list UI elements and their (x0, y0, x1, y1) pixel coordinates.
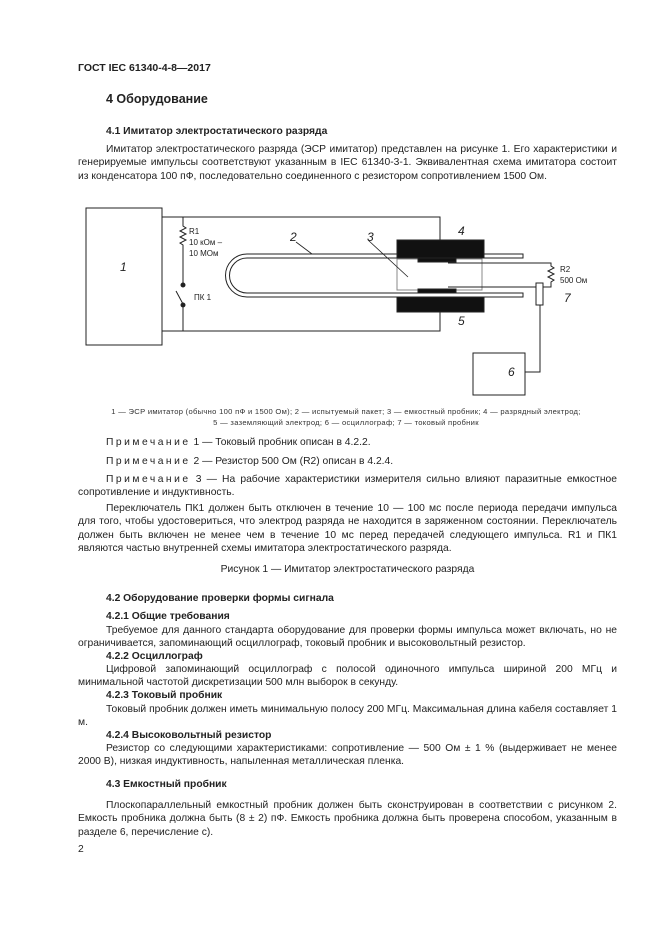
capacitive-probe-frame (397, 259, 482, 290)
paragraph-switch: Переключатель ПК1 должен быть отключен в течение 10 — 100 мс после периода передачи импульса для того, чтобы удостовериться, что электрод разряда не находится в заряженном состоянии. Переключатель должен быть включен не менее чем в течение 10 мс перед передачей следующего импульса. R1 и ПК1 являются частью внутренней схемы имитатора электростатического разряда. (78, 503, 617, 555)
label-4: 4 (458, 224, 465, 238)
label-1: 1 (120, 260, 127, 274)
label-5: 5 (458, 314, 465, 328)
paragraph: Токовый пробник должен иметь минимальную полосу 200 МГц. Максимальная длина кабеля составляет 1 м. (78, 704, 617, 729)
esd-simulator-box (86, 208, 162, 345)
section-title: 4 Оборудование (106, 92, 208, 106)
pk1-label: ПК 1 (194, 293, 212, 302)
clause-title: 4.2.4 Высоковольтный резистор (106, 730, 272, 741)
r2-label: R2 (560, 265, 571, 274)
paragraph: Требуемое для данного стандарта оборудование для проверки формы импульса может включать, но не ограничивается, запоминающий осциллограф, токовый пробник и высоковольтный резистор. (78, 625, 617, 650)
figure-diagram (0, 200, 661, 405)
r1-value-1: 10 кОм – (189, 238, 223, 247)
subsection-title: 4.3 Емкостный пробник (106, 779, 227, 790)
note-2: Примечание 2 — Резистор 500 Ом (R2) описан в 4.2.4. (106, 456, 394, 467)
oscilloscope-box (473, 353, 525, 395)
paragraph: Резистор со следующими характеристиками: сопротивление — 500 Ом ± 1 % (выдерживает не менее 2000 В), низкая индуктивность, напыленная металлическая пленка. (78, 743, 617, 768)
r2-value: 500 Ом (560, 276, 588, 285)
note-3: Примечание 3 — На рабочие характеристики измерителя сильно влияют паразитные емкостное сопротивление и индуктивность. (78, 474, 617, 499)
switch-pk1 (176, 291, 183, 304)
subsection-title: 4.2 Оборудование проверки формы сигнала (106, 593, 334, 604)
ground-electrode (397, 297, 484, 312)
subsection-title: 4.1 Имитатор электростатического разряда (106, 126, 328, 137)
label-3: 3 (367, 230, 374, 244)
r1-resistor (180, 217, 186, 331)
label-2: 2 (290, 230, 297, 244)
document-header: ГОСТ IEC 61340-4-8—2017 (78, 62, 211, 74)
r1-label: R1 (189, 227, 200, 236)
paragraph: Цифровой запоминающий осциллограф с полосой одиночного импульса шириной 200 МГц и минимальной частотой дискретизации 500 млн выборок в секунду. (78, 664, 617, 689)
paragraph: Имитатор электростатического разряда (ЭСР имитатор) представлен на рисунке 1. Его характеристики и генерируемые импульсы соответствуют указанным в IEC 61340-3-1. Эквивалентная схема имитатора состоит из конденсатора 100 пФ, последовательно соединенного с резистором сопротивлением 1500 Ом. (78, 144, 617, 182)
current-probe (536, 283, 543, 305)
wires (162, 217, 440, 331)
clause-title: 4.2.3 Токовый пробник (106, 690, 223, 701)
figure-legend-1: 1 — ЭСР имитатор (обычно 100 пФ и 1500 Ом); 2 — испытуемый пакет; 3 — емкостный пробник; 4 — разрядный электрод; (111, 407, 581, 416)
discharge-electrode (397, 240, 484, 258)
label-6: 6 (508, 365, 515, 379)
label-7: 7 (564, 291, 571, 305)
r1-value-2: 10 МОм (189, 249, 219, 258)
figure-legend-2: 5 — заземляющий электрод; 6 — осциллограф; 7 — токовый пробник (213, 418, 479, 427)
note-1: Примечание 1 — Токовый пробник описан в 4.2.2. (106, 437, 371, 448)
page-number: 2 (78, 844, 84, 855)
figure-caption: Рисунок 1 — Имитатор электростатического разряда (220, 564, 475, 575)
clause-title: 4.2.1 Общие требования (106, 611, 230, 622)
paragraph: Плоскопараллельный емкостный пробник должен быть сконструирован в соответствии с рисунком 2. Емкость пробника должна быть (8 ± 2) пФ. Емкость пробника должна быть проверена способом, указанным в разделе 6, перечисление c). (78, 800, 617, 838)
test-package (226, 254, 524, 297)
clause-title: 4.2.2 Осциллограф (106, 651, 203, 662)
